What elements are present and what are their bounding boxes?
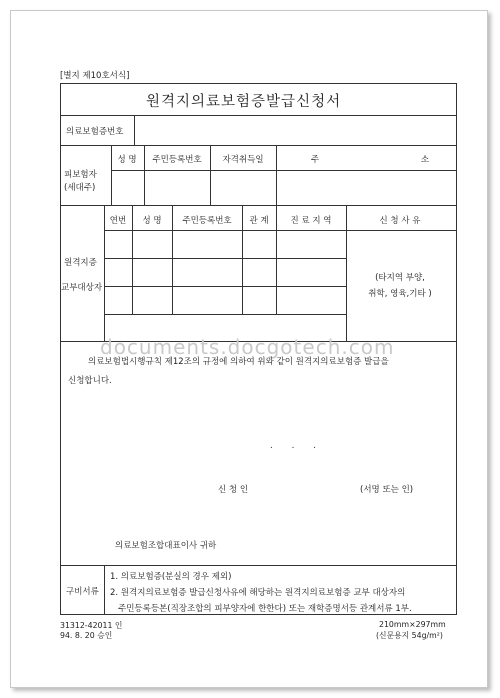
recipients-no-header: 연번 xyxy=(109,216,127,226)
col-divider xyxy=(172,205,173,314)
row-divider xyxy=(104,230,457,231)
form-title: 원격지의료보험증발급신청서 xyxy=(146,94,342,110)
insured-date-header: 자격취득일 xyxy=(222,155,264,165)
col-divider xyxy=(132,205,133,314)
insured-address-header-1: 주 xyxy=(310,155,320,165)
footer-size: 210mm×297mm xyxy=(379,620,446,629)
reason-note-1: (타지역 부양, xyxy=(375,273,425,283)
insured-name-header: 성 명 xyxy=(117,155,137,165)
col-divider xyxy=(276,205,277,314)
col-divider xyxy=(210,145,211,205)
recipients-relation-header: 관 계 xyxy=(249,216,269,226)
col-divider xyxy=(111,145,112,205)
applicant-label: 신 청 인 xyxy=(218,485,249,495)
insurance-no-label: 의료보험증번호 xyxy=(66,127,124,137)
footer-approval: 94. 8. 20 승인 xyxy=(60,631,113,640)
form-code: [별지 제10호서식] xyxy=(60,71,130,81)
row-divider xyxy=(60,145,457,146)
recipients-label: 원격지증 xyxy=(64,258,97,268)
insured-address-header-2: 소 xyxy=(420,155,430,165)
documents-label: 구비서류 xyxy=(66,587,99,597)
recipients-rrn-header: 주민등록번호 xyxy=(182,216,232,226)
date-line: . . . xyxy=(270,441,316,451)
addressee: 의료보험조합대표이사 귀하 xyxy=(115,541,217,551)
row-divider xyxy=(104,286,346,287)
row-divider xyxy=(60,205,457,206)
col-divider xyxy=(134,115,135,145)
row-divider xyxy=(60,565,457,566)
footer-code: 31312-42011 인 xyxy=(60,621,123,630)
document-item-2: 2. 원격지의료보험증 발급신청사유에 해당하는 원격지의료보험증 교부 대상자의 xyxy=(110,588,406,598)
row-divider xyxy=(111,170,457,171)
col-divider xyxy=(346,205,347,341)
row-divider xyxy=(104,314,346,315)
recipients-name-header: 성 명 xyxy=(142,216,162,226)
recipients-sublabel: 교부대상자 xyxy=(61,283,103,293)
reason-note-2: 취학, 영육,기타 ) xyxy=(368,289,432,299)
document-item-2-cont: 주민등록등본(직장조합의 피부양자에 한한다) 또는 재학증명서등 관계서류 1부. xyxy=(118,604,412,614)
col-divider xyxy=(276,145,277,205)
title-divider xyxy=(60,115,457,116)
insured-sublabel: (세대주) xyxy=(64,183,96,193)
insured-label: 피보험자 xyxy=(64,170,97,180)
col-divider xyxy=(144,145,145,205)
footer-paper: (신문용지 54g/m²) xyxy=(376,631,443,640)
recipients-region-header: 진 료 지 역 xyxy=(290,216,332,226)
signature-label: (서명 또는 인) xyxy=(360,485,414,495)
insured-rrn-header: 주민등록번호 xyxy=(152,155,202,165)
document-item-1: 1. 의료보험증(분실의 경우 제외) xyxy=(110,572,232,582)
row-divider xyxy=(104,258,346,259)
insurance-no-field[interactable] xyxy=(138,119,454,143)
statement-line-2: 신청합니다. xyxy=(68,376,112,386)
watermark: documents.docgotech.com xyxy=(100,335,395,359)
col-divider xyxy=(104,565,105,615)
recipients-reason-header: 신 청 사 유 xyxy=(379,216,421,226)
col-divider xyxy=(242,205,243,314)
statement-line-1: 의료보험법시행규칙 제12조의 규정에 의하여 위와 같이 원격지의료보험증 발급을 xyxy=(88,357,389,367)
col-divider xyxy=(104,205,105,341)
